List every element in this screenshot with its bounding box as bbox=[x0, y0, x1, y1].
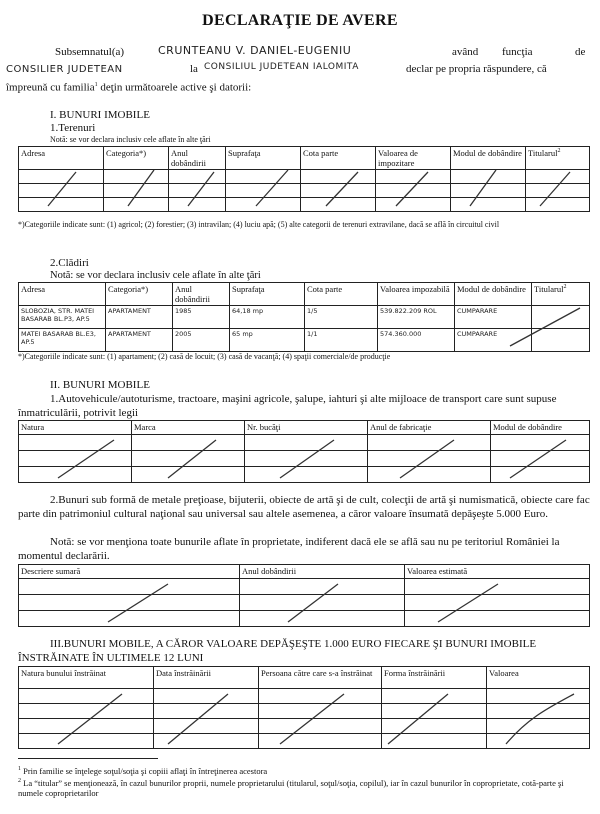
bldg-year: 1985 bbox=[173, 306, 230, 329]
section-1-1-note: Notă: se vor declara inclusiv cele aflate în alte ţări bbox=[50, 135, 211, 144]
bldg-year: 2005 bbox=[173, 329, 230, 352]
bldg-header: Valoarea impozabilă bbox=[378, 283, 455, 306]
page-title: DECLARAŢIE DE AVERE bbox=[202, 12, 398, 29]
land-header: Titularul$^2$ bbox=[526, 147, 590, 170]
alienated-table bbox=[18, 666, 590, 749]
bldg-category: APARTAMENT bbox=[106, 306, 173, 329]
bldg-header: Adresa bbox=[19, 283, 106, 306]
footnote-1-text: Prin familie se înţelege soţul/soţia şi copiii aflaţi în întreţinerea acestora bbox=[23, 765, 268, 776]
section-1-2-note: Notă: se vor declara inclusiv cele aflate în alte ţări bbox=[50, 270, 261, 281]
alien-header: Natura bunului înstrăinat bbox=[19, 667, 154, 689]
valuables-header: Valoarea estimată bbox=[405, 565, 590, 579]
bldg-address: MATEI BASARAB BL.E3, AP.5 bbox=[19, 329, 106, 352]
alien-header: Persoana către care s-a înstrăinat bbox=[259, 667, 382, 689]
bldg-header: Suprafaţa bbox=[230, 283, 305, 306]
table-row bbox=[19, 306, 590, 329]
intro-functia: funcţia bbox=[502, 46, 533, 58]
bldg-share: 1/1 bbox=[305, 329, 378, 352]
bldg-header: Categoria*) bbox=[106, 283, 173, 306]
bldg-header: Anul dobândirii bbox=[173, 283, 230, 306]
bldg-header-text: Titularul bbox=[534, 284, 564, 294]
intro-avand: având bbox=[452, 46, 479, 58]
alien-header: Forma înstrăinării bbox=[382, 667, 487, 689]
section-2-1-title: 1.Autovehicule/autoturisme, tractoare, maşini agricole, şalupe, iahturi şi alte mijloace de transport care sunt supuse înmatriculării, potrivit legii bbox=[18, 393, 557, 419]
bldg-share: 1/5 bbox=[305, 306, 378, 329]
auto-header: Modul de dobândire bbox=[491, 421, 590, 435]
declarant-name: CRUNTEANU V. DANIEL-EUGENIU bbox=[158, 44, 352, 57]
bldg-category: APARTAMENT bbox=[106, 329, 173, 352]
land-header: Modul de dobândire bbox=[451, 147, 526, 170]
valuables-table bbox=[18, 564, 590, 627]
intro-family-text: împreună cu familia bbox=[6, 81, 95, 94]
auto-header: Anul de fabricaţie bbox=[368, 421, 491, 435]
alien-header: Data înstrăinării bbox=[154, 667, 259, 689]
auto-header: Natura bbox=[19, 421, 132, 435]
section-2-2-note: Notă: se vor menţiona toate bunurile aflate în proprietate, indiferent dacă ele se află sau nu pe teritoriul României la momentul declarării. bbox=[18, 536, 560, 562]
footnote-2: $^2$ La “titular” se menţionează, în cazul bunurilor proprii, numele proprietarului (titularul, soţul/soţia, copilul), iar în cazul bunurilor în coproprietate, cotă-parte şi numele coproprietarilor bbox=[18, 777, 564, 798]
bldg-value: 539.822.209 ROL bbox=[378, 306, 455, 329]
footnote-1: $^1$ Prin familie se înţelege soţul/soţia şi copiii aflaţi în întreţinerea acestora bbox=[18, 765, 268, 776]
auto-table bbox=[18, 420, 590, 483]
bldg-area: 65 mp bbox=[230, 329, 305, 352]
land-table bbox=[18, 146, 590, 212]
bldg-address: SLOBOZIA, STR. MATEI BASARAB BL.P3, AP.5 bbox=[19, 306, 106, 329]
footnote-2-text: La “titular” se menţionează, în cazul bunurilor proprii, numele proprietarului (titularul, soţul/soţia, copilul), iar în cazul bunurilor în coproprietate, cotă-parte şi numele coproprietarilor bbox=[18, 777, 564, 798]
section-1-2-title: 2.Clădiri bbox=[50, 257, 89, 269]
declarant-institution: CONSILIUL JUDETEAN IALOMITA bbox=[204, 62, 359, 72]
auto-header: Marca bbox=[132, 421, 245, 435]
valuables-header: Anul dobândirii bbox=[240, 565, 405, 579]
land-header: Suprafaţa bbox=[226, 147, 301, 170]
footnote-divider bbox=[18, 758, 158, 759]
declarant-function: CONSILIER JUDETEAN bbox=[6, 64, 123, 75]
valuables-header: Descriere sumară bbox=[19, 565, 240, 579]
alien-header: Valoarea bbox=[487, 667, 590, 689]
land-header-text: Titularul bbox=[528, 148, 558, 158]
bldg-header: Modul de dobândire bbox=[455, 283, 532, 306]
land-header: Valoarea de impozitare bbox=[376, 147, 451, 170]
intro-family: împreună cu familia$^1$ deţin următoarele active şi datorii: bbox=[6, 81, 252, 94]
bldg-area: 64,18 mp bbox=[230, 306, 305, 329]
land-header: Anul dobândirii bbox=[169, 147, 226, 170]
land-header: Categoria*) bbox=[104, 147, 169, 170]
land-footnote: *)Categoriile indicate sunt: (1) agricol; (2) forestier; (3) intravilan; (4) luciu apă; (5) alte categorii de terenuri extravilane, dacă se află în circuitul civil bbox=[18, 220, 500, 229]
section-2-2-title: 2.Bunuri sub formă de metale preţioase, bijuterii, obiecte de artă şi de cult, colecţii de artă şi numismatică, obiecte care fac parte din patrimoniul cultural naţional sau universal sau altele asemenea, a căror valoare însumată depăşeşte 5.000 Euro. bbox=[18, 494, 590, 520]
section-1-1-title: 1.Terenuri bbox=[50, 122, 96, 134]
land-header: Cota parte bbox=[301, 147, 376, 170]
section-1-title: I. BUNURI IMOBILE bbox=[50, 109, 150, 121]
section-3-title: III.BUNURI MOBILE, A CĂROR VALOARE DEPĂŞEŞTE 1.000 EURO FIECARE ŞI BUNURI IMOBILE ÎNSTRĂINATE ÎN ULTIMELE 12 LUNI bbox=[18, 638, 537, 664]
table-row bbox=[19, 329, 590, 352]
auto-header: Nr. bucăţi bbox=[245, 421, 368, 435]
intro-subsemnatul: Subsemnatul(a) bbox=[55, 46, 125, 58]
section-2-title: II. BUNURI MOBILE bbox=[50, 379, 150, 391]
bldg-mode: CUMPARARE bbox=[455, 329, 532, 352]
intro-la: la bbox=[190, 63, 198, 75]
bldg-header: Cota parte bbox=[305, 283, 378, 306]
intro-family-text-b: deţin următoarele active şi datorii: bbox=[100, 81, 252, 94]
bldg-footnote: *)Categoriile indicate sunt: (1) apartament; (2) casă de locuit; (3) casă de vacanţă; (4) spaţii comerciale/de producţie bbox=[18, 352, 391, 361]
land-header: Adresa bbox=[19, 147, 104, 170]
buildings-table bbox=[18, 282, 590, 352]
bldg-mode: CUMPARARE bbox=[455, 306, 532, 329]
intro-de: de bbox=[575, 46, 586, 58]
intro-declar: declar pe propria răspundere, că bbox=[406, 63, 547, 75]
bldg-header: Titularul$^2$ bbox=[532, 283, 590, 306]
bldg-value: 574.360.000 bbox=[378, 329, 455, 352]
